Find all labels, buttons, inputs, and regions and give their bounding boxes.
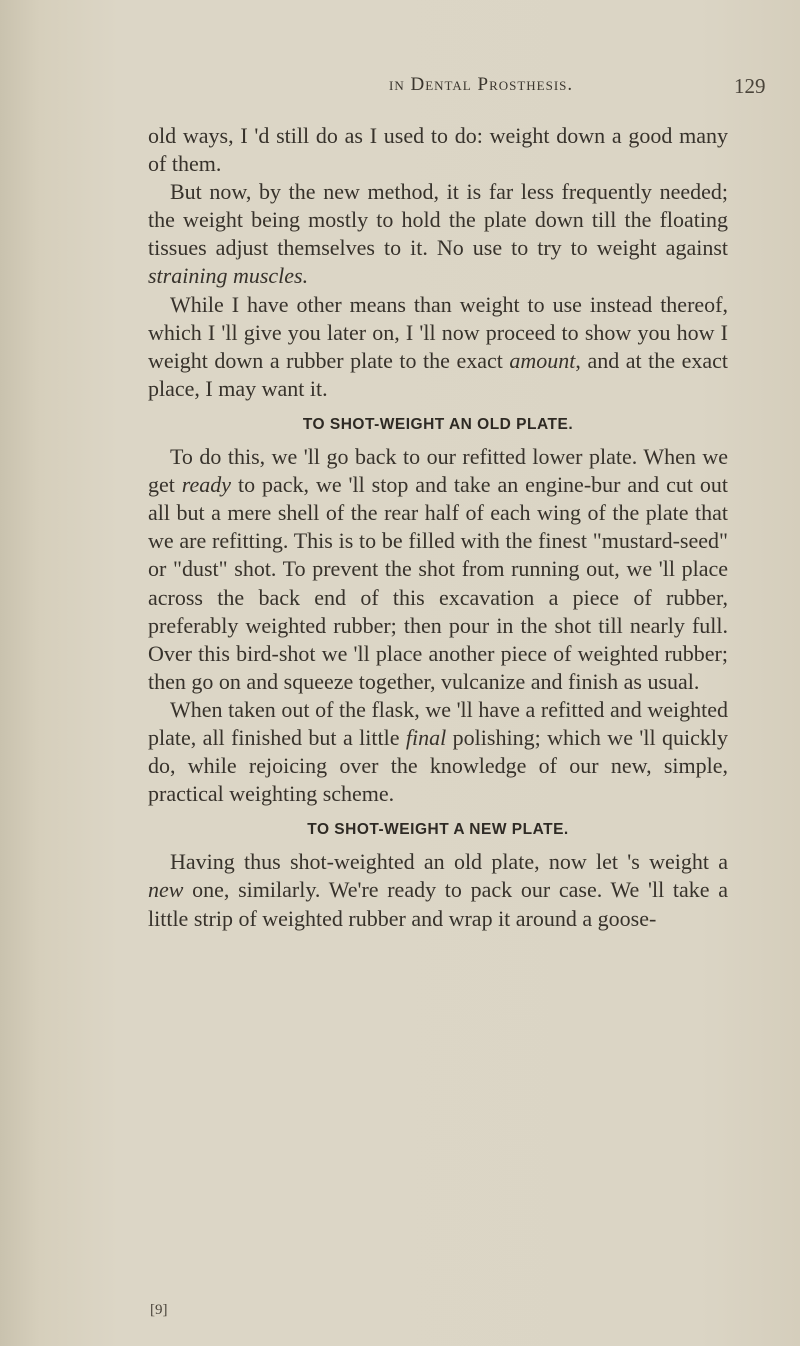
italic-text: ready bbox=[181, 472, 232, 498]
text-run: to pack, we 'll stop and take an engine-bur and cut out all but a mere shell of the rear half of each wing of the plate that we are refitting. This is to be filled with the finest "mustard-seed" or "dust" shot. To prevent the shot from running out, we 'll place across the back end of this excavation a piece of rubber, preferably weighted rubber; then pour in the shot till nearly full. Over this bird-shot we 'll place another piece of weighted rubber; then go on and squeeze together, vulcanize and finish as usual. bbox=[148, 472, 728, 694]
italic-text: straining muscles. bbox=[148, 263, 309, 289]
section-old-plate bbox=[148, 443, 728, 808]
paragraph bbox=[148, 122, 728, 178]
paragraph bbox=[148, 291, 728, 403]
section-heading-new-plate: TO SHOT-WEIGHT A NEW PLATE. bbox=[307, 821, 569, 839]
text-run: polishing; which we 'll quickly do, while rejoicing over the knowledge of our new, simple, practical weighting scheme. bbox=[148, 724, 729, 807]
paragraph bbox=[148, 696, 728, 808]
text-run: one, similarly. We're ready to pack our case. We 'll take a little strip of weighted rubber and wrap it around a goose- bbox=[148, 877, 728, 931]
paragraph bbox=[148, 848, 728, 932]
section-heading-old-plate: TO SHOT-WEIGHT AN OLD PLATE. bbox=[302, 415, 574, 433]
intro-paragraphs bbox=[148, 122, 728, 403]
paragraph bbox=[148, 443, 728, 696]
running-head: in Dental Prosthesis. bbox=[389, 74, 574, 95]
printer-signature: [9] bbox=[150, 1302, 168, 1318]
text-run: While I have other means than weight to use instead thereof, which I 'll give you later on, I 'll now proceed to show you how I weight down a rubber plate to the exact bbox=[148, 291, 728, 373]
italic-text: new bbox=[148, 877, 184, 903]
italic-text: amount bbox=[509, 347, 576, 373]
text-run: , and at the exact place, I may want it. bbox=[148, 347, 728, 401]
body-text bbox=[148, 122, 728, 933]
text-run: To do this, we 'll go back to our refitted lower plate. When we get bbox=[148, 444, 728, 498]
text-run: old ways, I 'd still do as I used to do: weight down a good many of them. bbox=[148, 123, 728, 177]
section-new-plate bbox=[148, 848, 728, 932]
italic-text: final bbox=[405, 724, 447, 750]
text-run: But now, by the new method, it is far less frequently needed; the weight being mostly to hold the plate down till the floating tissues adjust themselves to it. No use to try to weight against bbox=[148, 179, 728, 261]
paragraph bbox=[148, 178, 728, 290]
text-run: Having thus shot-weighted an old plate, now let 's weight a bbox=[170, 849, 728, 875]
page-number: 129 bbox=[734, 74, 766, 98]
text-run: When taken out of the flask, we 'll have a refitted and weighted plate, all finished but a little bbox=[148, 696, 728, 750]
page-header bbox=[0, 74, 800, 104]
